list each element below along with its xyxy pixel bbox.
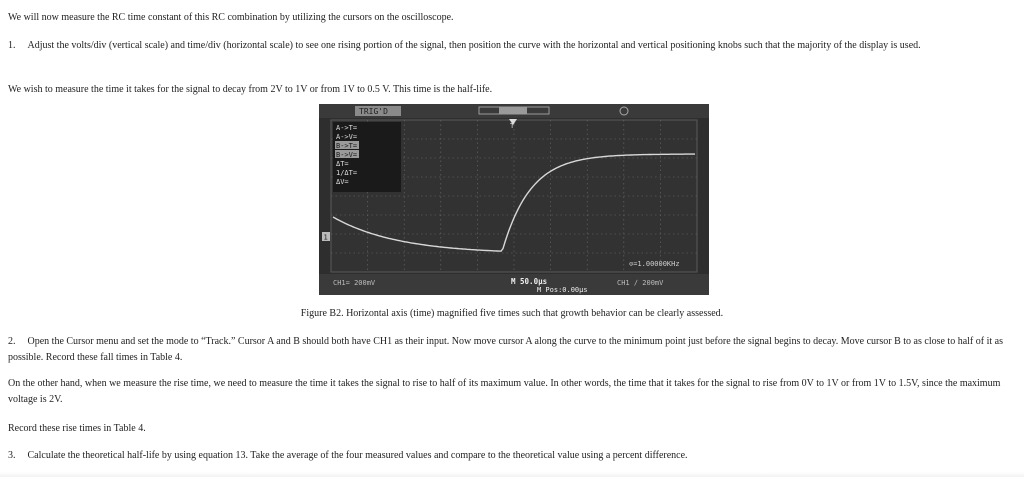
channel-marker-label: 1 — [323, 233, 328, 242]
step-2 — [8, 334, 1020, 365]
timebase: M 50.0µs — [511, 277, 548, 286]
cursor-readout-line: B->T= — [336, 142, 358, 150]
cursor-readout-line: A->T= — [336, 124, 358, 132]
cursor-readout-line: ΔV= — [336, 178, 349, 186]
frequency-readout: ⊙=1.00000KHz — [629, 260, 680, 268]
trigger-source: CH1 ∕ 200mV — [617, 279, 664, 287]
ch1-scale: CH1= 200mV — [333, 279, 376, 287]
figure-caption: Figure B2. Horizontal axis (time) magnified five times such that growth behavior can be clearly assessed. — [300, 308, 724, 319]
oscilloscope-figure — [319, 104, 709, 295]
cursor-readout-line: 1/ΔT= — [336, 169, 358, 177]
oscilloscope-screen — [319, 104, 709, 295]
page-bottom-edge — [0, 472, 1024, 477]
step-3 — [8, 448, 688, 464]
half-life-paragraph: We wish to measure the time it takes for the signal to decay from 2V to 1V or from 1V to 0.5 V. This time is the half-life. — [8, 84, 493, 95]
m-pos: M Pos:0.00µs — [537, 286, 588, 294]
step-3-number: 3. — [8, 450, 16, 461]
record-rise-paragraph: Record these rise times in Table 4. — [8, 423, 146, 434]
step-3-text: Calculate the theoretical half-life by using equation 13. Take the average of the four measured values and compare to the theoretical value using a percent difference. — [27, 450, 688, 461]
cursor-readout-line: ΔT= — [336, 160, 349, 168]
trig-label: TRIG'D — [359, 107, 388, 116]
step-1-number: 1. — [8, 40, 16, 51]
intro-paragraph: We will now measure the RC time constant of this RC combination by utilizing the cursors on the oscilloscope. — [8, 12, 454, 23]
rise-time-paragraph: On the other hand, when we measure the rise time, we need to measure the time it takes the signal to rise to half of its maximum value. In other words, the time that it takes for the signal to rise from 0V to 1V or from 1V to 1.5V, since the maximum voltage is 2V. — [8, 378, 1001, 405]
cursor-readout-line: A->V= — [336, 133, 358, 141]
step-2-text: Open the Cursor menu and set the mode to “Track.” Cursor A and B should both have CH1 as their input. Now move cursor A along the curve to the minimum point just before the signal begins to decay. Move cursor B to as close to half of it as possible. Record these fall times in Table 4. — [8, 336, 1003, 363]
step-1 — [8, 38, 1016, 54]
memory-window-icon — [499, 107, 527, 114]
cursor-readout-line: B->V= — [336, 151, 358, 159]
step-1-text: Adjust the volts/div (vertical scale) and time/div (horizontal scale) to see one rising portion of the signal, then position the curve with the horizontal and vertical positioning knobs such that the majority of the display is used. — [27, 40, 921, 51]
cursor-readouts — [335, 124, 359, 186]
trigger-position-label: T — [510, 122, 515, 130]
step-2-number: 2. — [8, 336, 16, 347]
